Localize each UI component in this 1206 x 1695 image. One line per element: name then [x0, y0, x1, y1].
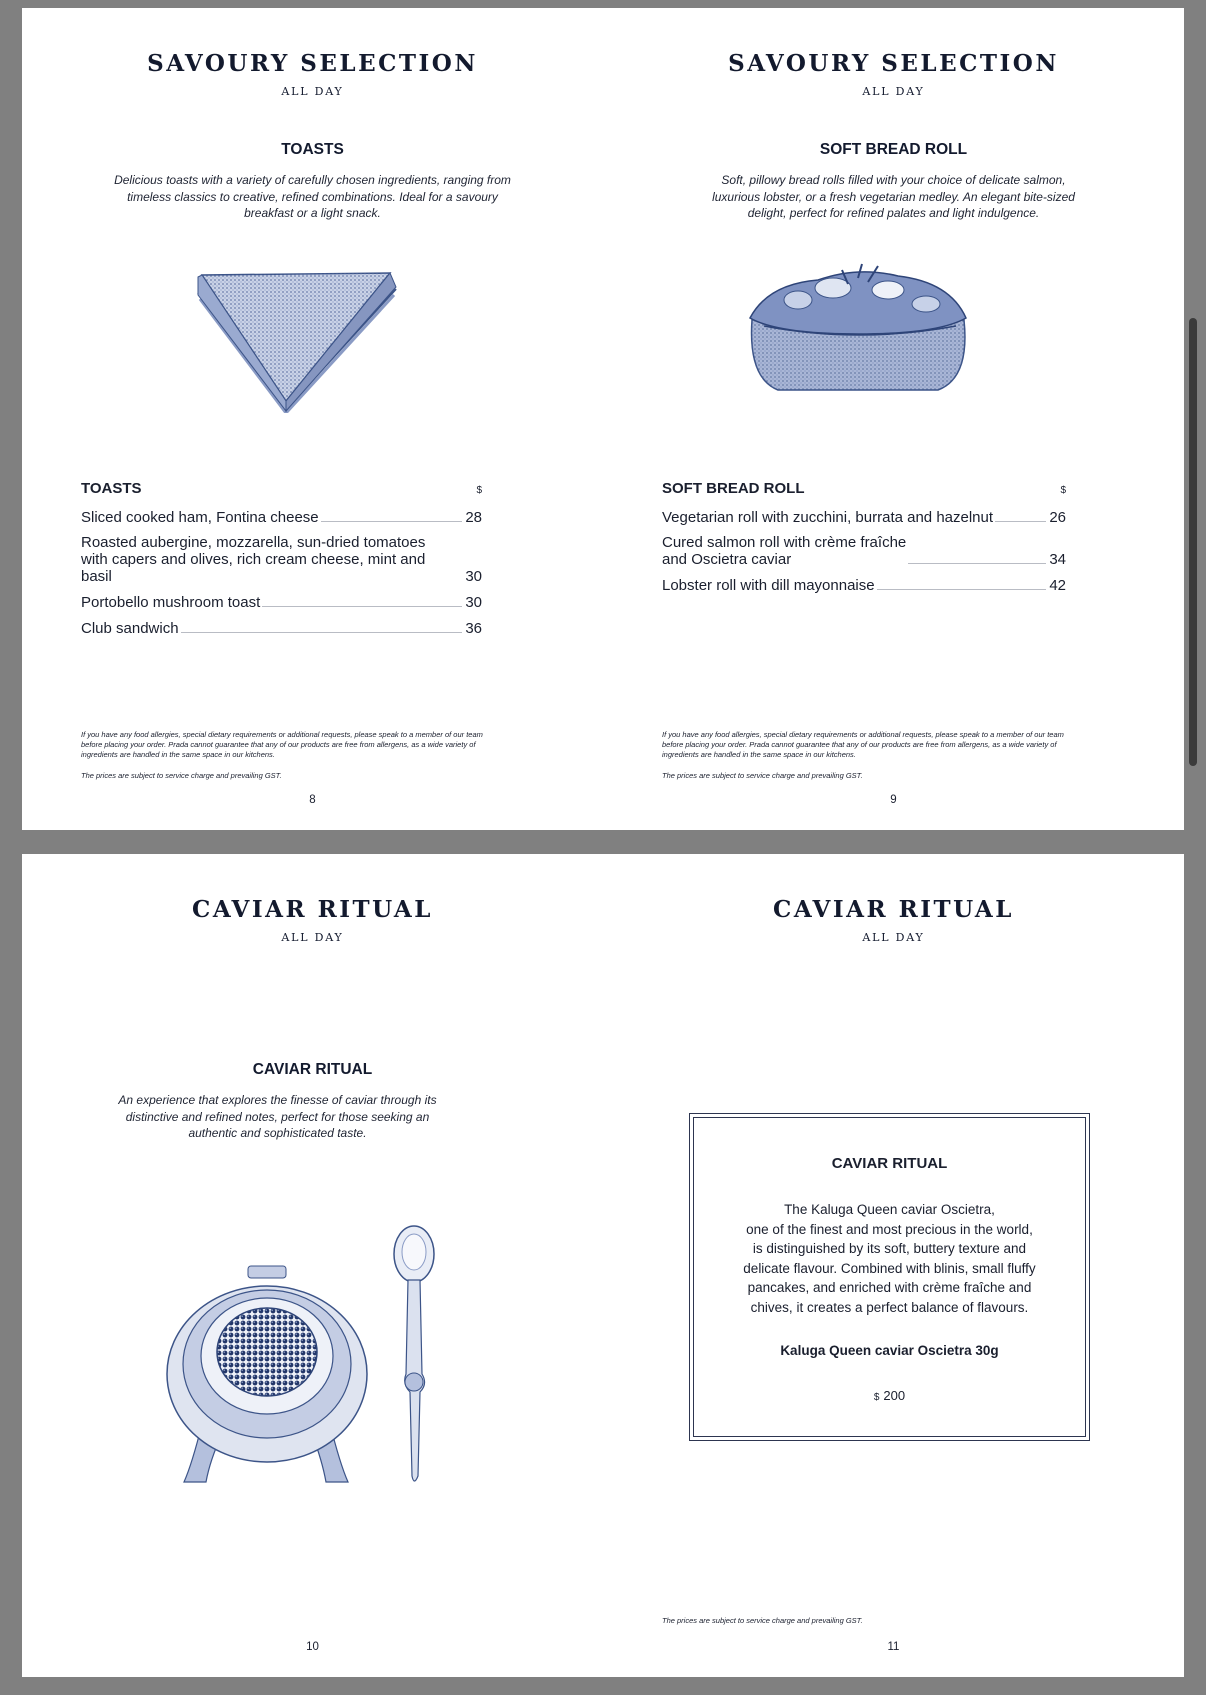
section-title: CAVIAR RITUAL [252, 1061, 373, 1078]
page-subtitle: ALL DAY [281, 931, 344, 944]
menu-item-name: Sliced cooked ham, Fontina cheese [81, 509, 319, 526]
leader-line [181, 632, 462, 633]
page-title: SAVOURY SELECTION [728, 50, 1059, 77]
menu-item [81, 534, 482, 585]
menu-item [81, 620, 482, 637]
menu-header [662, 480, 1066, 497]
price-value: 200 [883, 1388, 906, 1403]
page-subtitle: ALL DAY [281, 85, 344, 98]
section-title: TOASTS [281, 141, 344, 158]
page-subtitle: ALL DAY [862, 85, 925, 98]
menu-header [81, 480, 482, 497]
currency-label: $ [476, 485, 482, 496]
leader-line [908, 563, 1046, 564]
caviar-tin-and-spoon-icon [162, 1224, 452, 1494]
leader-line [995, 521, 1046, 522]
menu-title: SOFT BREAD ROLL [662, 480, 805, 497]
menu-title: TOASTS [81, 480, 142, 497]
menu-item-price: 26 [1049, 509, 1066, 526]
page-title: CAVIAR RITUAL [192, 896, 433, 923]
menu-item-price: 36 [465, 620, 482, 637]
menu-item-name: Roasted aubergine, mozzarella, sun-dried tomatoes with capers and olives, rich cream cheese, mint and basil [81, 534, 426, 585]
box-item-name: Kaluga Queen caviar Oscietra 30g [780, 1343, 999, 1358]
menu-item-price: 42 [1049, 577, 1066, 594]
menu-item-price: 30 [465, 568, 482, 585]
menu-item-name: Cured salmon roll with crème fraîche and Oscietra caviar [662, 534, 907, 568]
currency-label: $ [873, 1392, 880, 1403]
page-8 [22, 8, 603, 830]
menu-item [662, 577, 1066, 594]
gst-note: The prices are subject to service charge and prevailing GST. [662, 1616, 863, 1625]
allergy-disclaimer: If you have any food allergies, special dietary requirements or additional requests, please speak to a member of our team before placing your order. Prada cannot guarantee that any of our products are free from allergens, as a wide variety of ingredients are handled in the same space in our kitchens. [662, 730, 1064, 759]
page-title: SAVOURY SELECTION [147, 50, 478, 77]
page-9 [603, 8, 1184, 830]
menu-item [662, 509, 1066, 526]
toasts-menu [81, 480, 482, 646]
box-price [690, 1388, 1089, 1403]
page-number: 11 [887, 1641, 900, 1653]
page-title: CAVIAR RITUAL [773, 896, 1014, 923]
gst-note: The prices are subject to service charge and prevailing GST. [662, 771, 863, 780]
leader-line [321, 521, 462, 522]
menu-item-name: Portobello mushroom toast [81, 594, 261, 611]
section-description: An experience that explores the finesse of caviar through its distinctive and refined notes, perfect for those seeking an authentic and sophisticated taste. [118, 1093, 437, 1140]
section-title: SOFT BREAD ROLL [819, 141, 968, 158]
menu-item-price: 34 [1049, 551, 1066, 568]
bread-roll-icon [738, 260, 978, 400]
menu-item-name: Lobster roll with dill mayonnaise [662, 577, 875, 594]
section-description: Soft, pillowy bread rolls filled with your choice of delicate salmon, luxurious lobster, or a fresh vegetarian medley. An elegant bite-sized delight, perfect for refined palates and light indulgence. [712, 173, 1075, 220]
menu-item [662, 534, 1066, 568]
currency-label: $ [1060, 485, 1066, 496]
scrollbar-thumb[interactable] [1189, 318, 1197, 766]
menu-item-price: 30 [465, 594, 482, 611]
spread-pages-8-9 [22, 8, 1184, 830]
page-number: 10 [306, 1641, 319, 1653]
bread-roll-menu [662, 480, 1066, 603]
leader-line [262, 606, 462, 607]
menu-item-name: Club sandwich [81, 620, 179, 637]
caviar-offer-box [689, 1113, 1090, 1441]
page-number: 9 [890, 794, 897, 806]
menu-item-name: Vegetarian roll with zucchini, burrata and hazelnut [662, 509, 994, 526]
menu-item-price: 28 [465, 509, 482, 526]
page-10 [22, 854, 603, 1677]
page-number: 8 [309, 794, 316, 806]
menu-item [81, 594, 482, 611]
box-description: The Kaluga Queen caviar Oscietra, one of the finest and most precious in the world, is distinguished by its soft, buttery texture and delicate flavour. Combined with blinis, small fluffy pancakes, and enriched with crème fraîche and chives, it creates a perfect balance of flavours. [743, 1202, 1036, 1315]
section-description: Delicious toasts with a variety of carefully chosen ingredients, ranging from timeless classics to creative, refined combinations. Ideal for a savoury breakfast or a light snack. [114, 173, 511, 220]
box-title: CAVIAR RITUAL [831, 1155, 948, 1172]
gst-note: The prices are subject to service charge and prevailing GST. [81, 771, 282, 780]
leader-line [877, 589, 1046, 590]
menu-item [81, 509, 482, 526]
toast-sandwich-icon [186, 263, 406, 413]
allergy-disclaimer: If you have any food allergies, special dietary requirements or additional requests, please speak to a member of our team before placing your order. Prada cannot guarantee that any of our products are free from allergens, as a wide variety of ingredients are handled in the same space in our kitchens. [81, 730, 483, 759]
page-subtitle: ALL DAY [862, 931, 925, 944]
